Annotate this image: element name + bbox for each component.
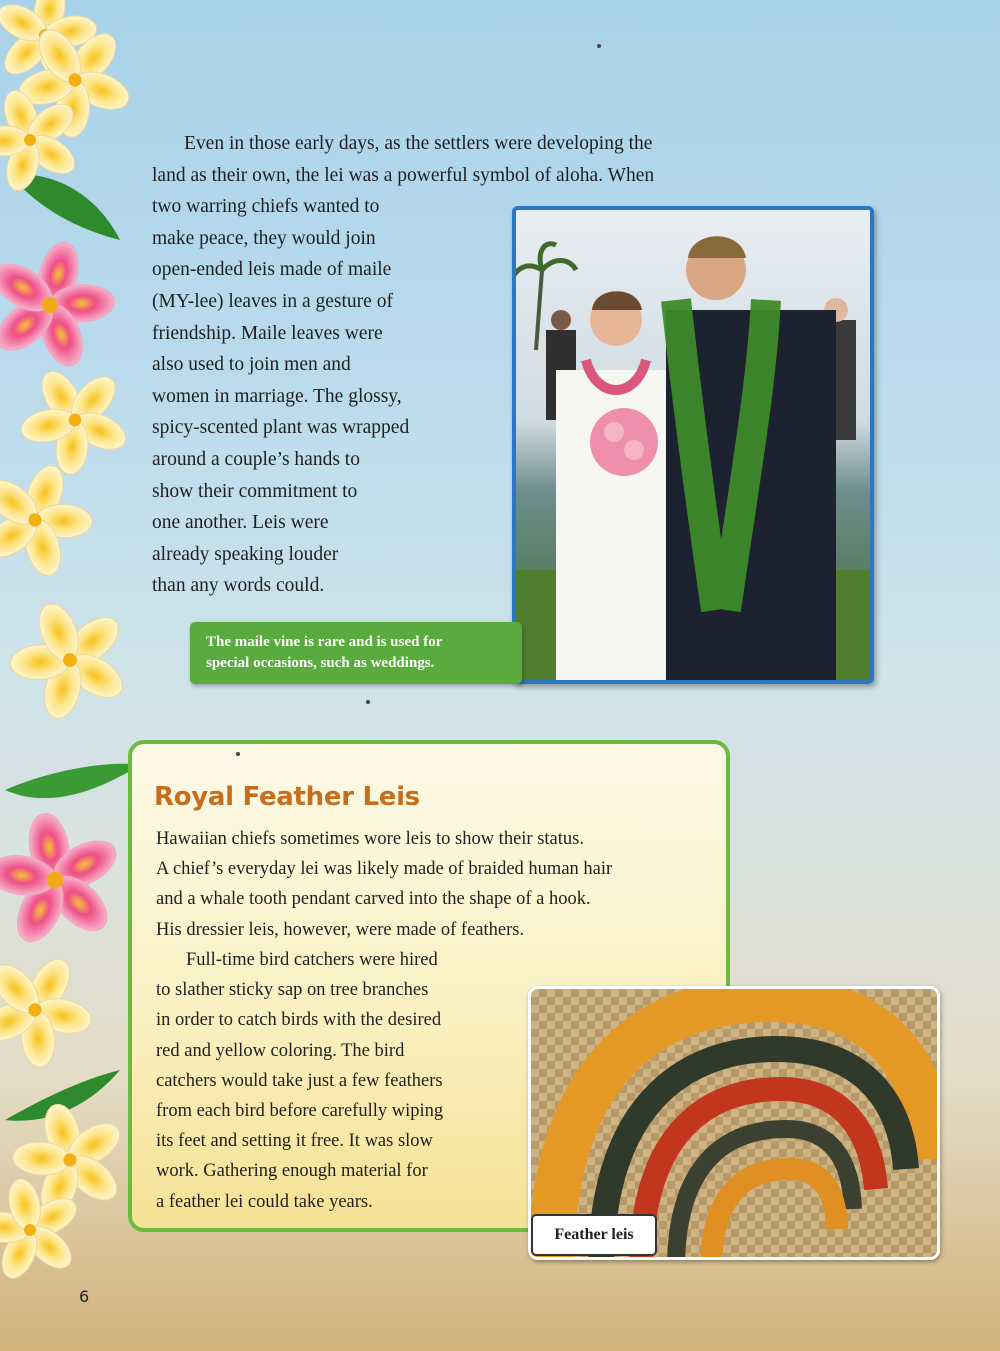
intro-line: land as their own, the lei was a powerful symbol of aloha. When (152, 164, 655, 186)
sidebar-line: in order to catch birds with the desired (156, 1010, 442, 1031)
wedding-photo (512, 206, 874, 684)
intro-line: make peace, they would join (152, 227, 376, 249)
caption-line: special occasions, such as weddings. (206, 655, 435, 671)
intro-line: already speaking louder (152, 543, 339, 565)
intro-line: two warring chiefs wanted to (152, 196, 380, 218)
intro-line: also used to join men and (152, 354, 351, 376)
sidebar-line: Hawaiian chiefs sometimes wore leis to show their status. (156, 829, 584, 849)
sidebar-line: His dressier leis, however, were made of feathers. (156, 919, 525, 940)
wedding-photo-caption (190, 622, 522, 684)
caption-line: The maile vine is rare and is used for (206, 634, 443, 650)
sidebar-line: red and yellow coloring. The bird (156, 1040, 405, 1061)
sidebar-line: catchers would take just a few feathers (156, 1070, 443, 1091)
intro-line: spicy-scented plant was wrapped (152, 417, 410, 439)
intro-line: (MY-lee) leaves in a gesture of (152, 290, 393, 312)
sidebar-line: work. Gathering enough material for (156, 1161, 428, 1182)
intro-line: women in marriage. The glossy, (152, 385, 402, 407)
sidebar-title: Royal Feather Leis (154, 782, 420, 812)
intro-line: friendship. Maile leaves were (152, 322, 383, 344)
speck (597, 44, 601, 48)
intro-line: one another. Leis were (152, 512, 329, 534)
plumeria-flower-border-image (0, 0, 140, 1351)
page-number: 6 (79, 1287, 90, 1306)
sidebar-paragraph-1 (156, 824, 712, 945)
feather-lei-caption: Feather leis (531, 1214, 657, 1256)
speck (236, 752, 240, 756)
intro-line: show their commitment to (152, 480, 358, 502)
sidebar-line: from each bird before carefully wiping (156, 1101, 444, 1122)
sidebar-line: A chief’s everyday lei was likely made of braided human hair (156, 859, 613, 880)
sidebar-line: to slather sticky sap on tree branches (156, 980, 429, 1001)
sidebar-line: its feet and setting it free. It was slow (156, 1131, 433, 1152)
intro-line: Even in those early days, as the settlers were developing the (184, 133, 653, 154)
sidebar-line: and a whale tooth pendant carved into the shape of a hook. (156, 889, 591, 910)
intro-line: than any words could. (152, 575, 325, 597)
sidebar-paragraph-2 (156, 945, 518, 1217)
sidebar-line (156, 945, 518, 975)
wedding-photo-illustration (516, 210, 870, 680)
intro-line: open-ended leis made of maile (152, 259, 392, 281)
sidebar-line: a feather lei could take years. (156, 1191, 373, 1212)
speck (366, 700, 370, 704)
sidebar-line-text: Full-time bird catchers were hired (186, 950, 438, 970)
intro-line: around a couple’s hands to (152, 448, 360, 470)
